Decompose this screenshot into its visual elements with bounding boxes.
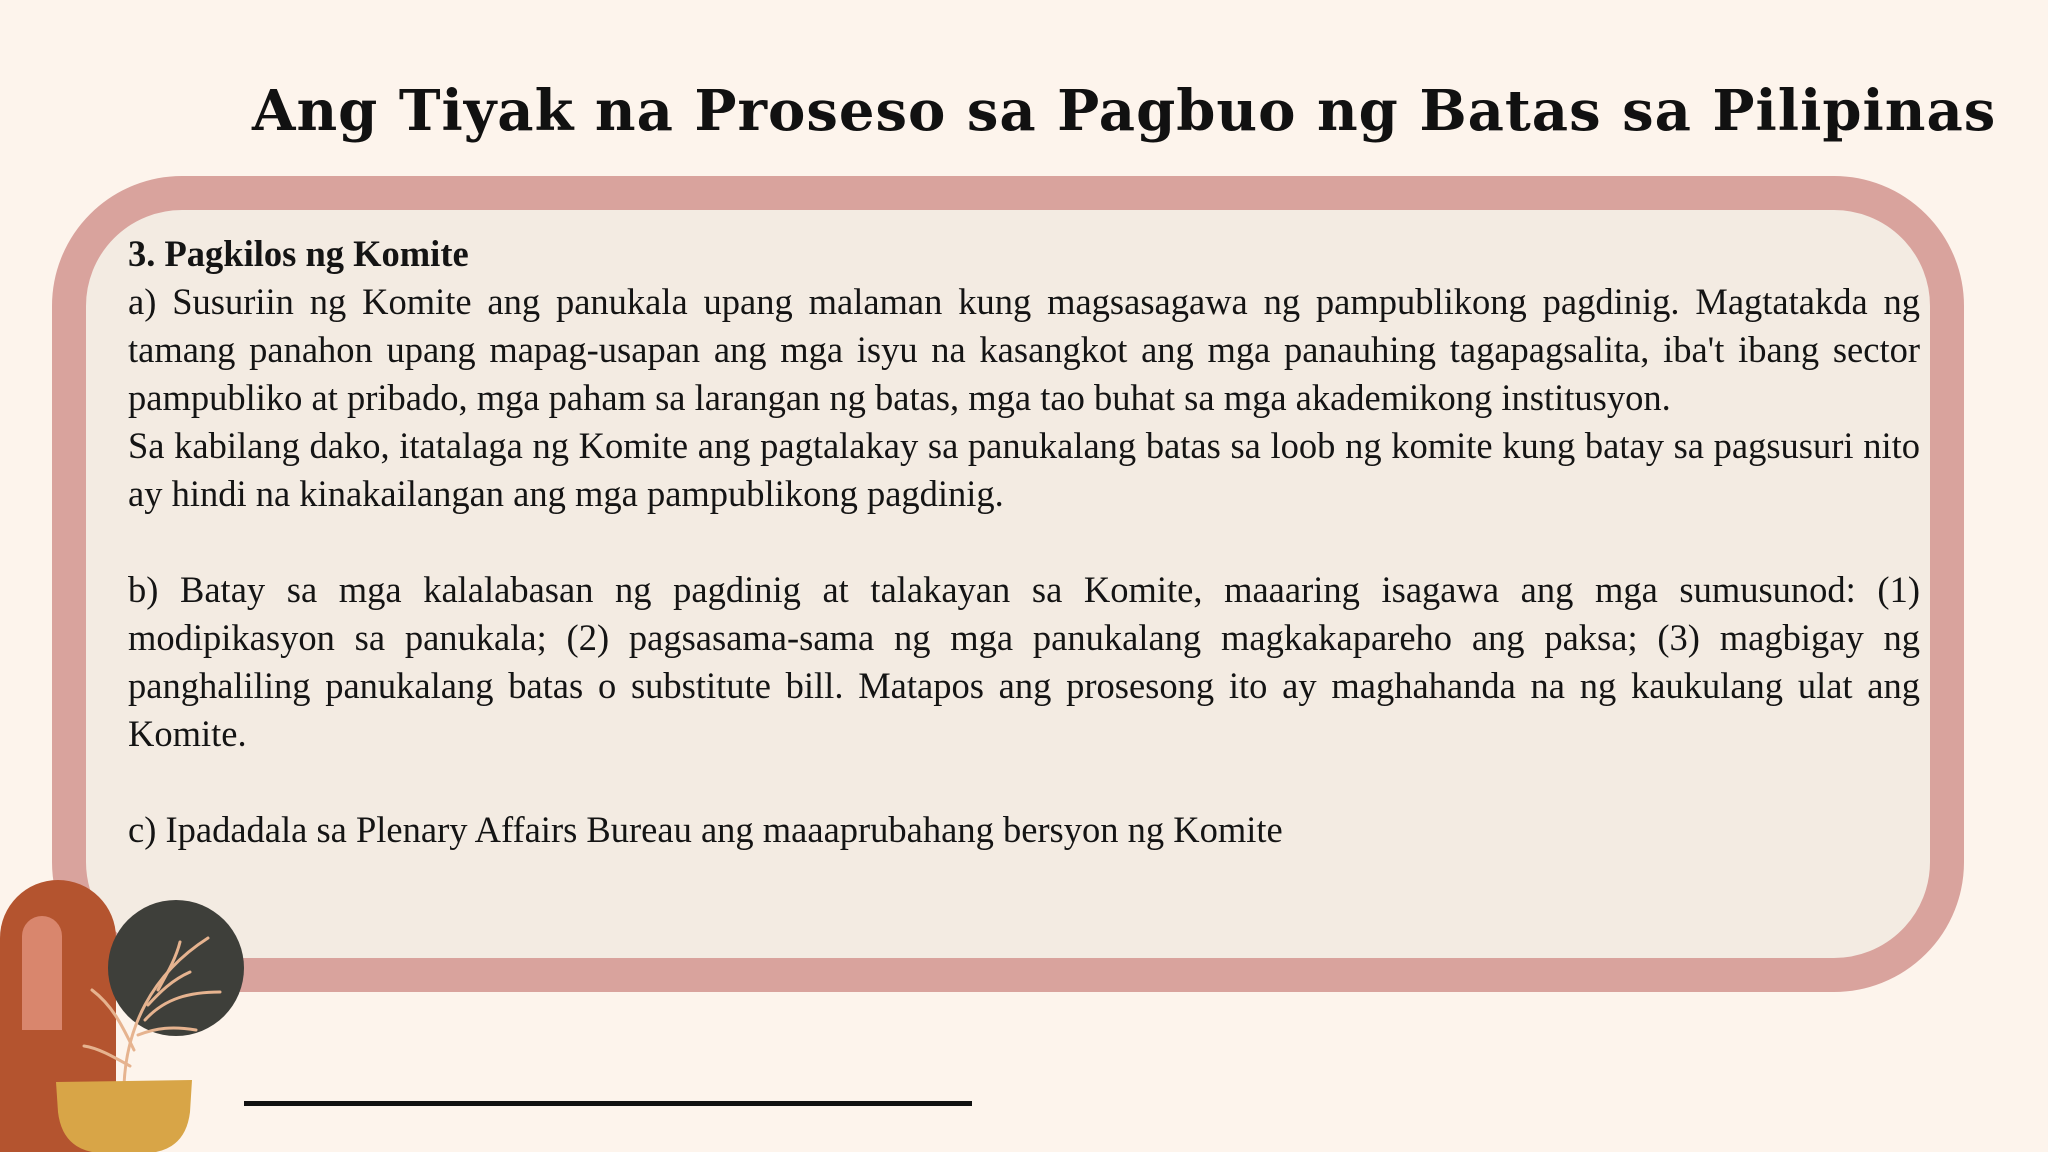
dark-circle-icon [108, 900, 244, 1036]
paragraph-a: a) Susuriin ng Komite ang panukala upang malaman kung magsasagawa ng pampublikong pagdinig. Magtatakda ng tamang panahon upang mapag-usapan ang mga isyu na kasangkot ang mga panauhing tagapagsalita, iba't ibang sector pampubliko at pribado, mga paham sa larangan ng batas, mga tao buhat sa mga akademikong institusyon. [128, 281, 1920, 418]
section-heading: 3. Pagkilos ng Komite [128, 233, 469, 274]
paragraph-c: c) Ipadadala sa Plenary Affairs Bureau ang maaaprubahang bersyon ng Komite [128, 809, 1283, 850]
paragraph-spacer [128, 758, 1920, 806]
footer-divider [244, 1101, 972, 1106]
arch-window-icon [22, 916, 62, 1030]
plant-decoration [0, 880, 260, 1152]
paragraph-b: b) Batay sa mga kalalabasan ng pagdinig at talakayan sa Komite, maaaring isagawa ang mga sumusunod: (1) modipikasyon sa panukala; (2) pagsasama-sama ng mga panukalang magkakapareho ang paksa; (3) magbigay ng panghaliling panukalang batas o substitute bill. Matapos ang prosesong ito ay maghahanda na ng kaukulang ulat ang Komite. [128, 569, 1920, 754]
flower-pot-icon [56, 1080, 192, 1152]
paragraph-spacer [128, 518, 1920, 566]
slide-title: Ang Tiyak na Proseso sa Pagbuo ng Batas sa Pilipinas [252, 78, 1997, 144]
content-body [128, 230, 1920, 854]
paragraph-a-continued: Sa kabilang dako, itatalaga ng Komite ang pagtalakay sa panukalang batas sa loob ng komite kung batay sa pagsusuri nito ay hindi na kinakailangan ang mga pampublikong pagdinig. [128, 425, 1920, 514]
